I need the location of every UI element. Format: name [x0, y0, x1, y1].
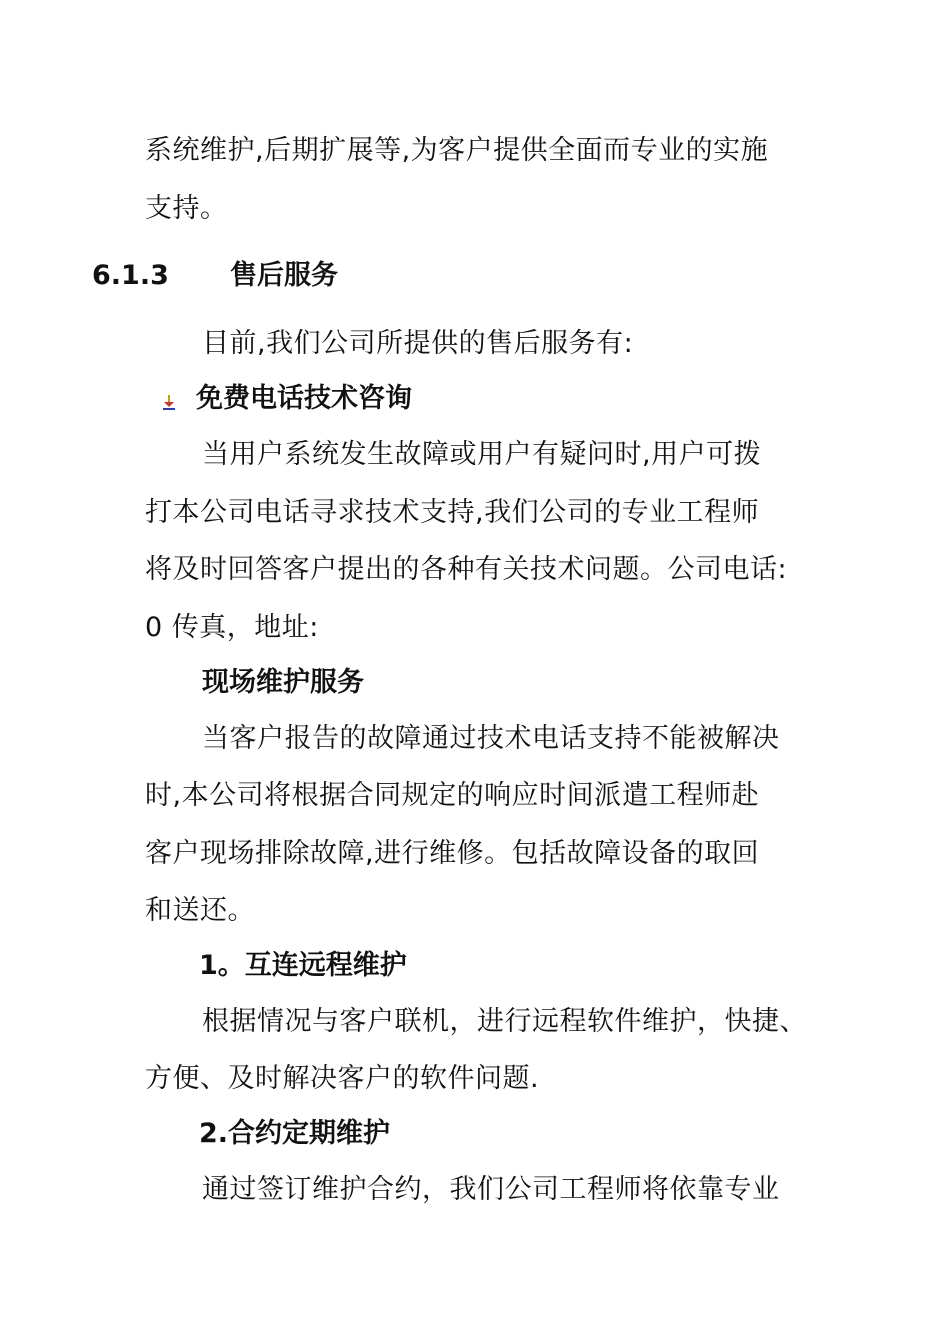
arrow-bullet-icon	[162, 394, 176, 410]
item-1-line-4: 0 传真，地址:	[145, 612, 319, 643]
item-3-line-2: 方便、及时解决客户的软件问题.	[145, 1063, 540, 1094]
section-title: 售后服务	[230, 260, 338, 291]
intro-line-1: 系统维护,后期扩展等,为客户提供全面而专业的实施	[145, 135, 769, 166]
item-1-line-2: 打本公司电话寻求技术支持,我们公司的专业工程师	[145, 497, 760, 528]
item-2-line-3: 客户现场排除故障,进行维修。包括故障设备的取回	[145, 838, 760, 869]
section-number: 6.1.3	[92, 260, 169, 291]
item-3-title: 1。互连远程维护	[199, 950, 407, 981]
item-4-line-1: 通过签订维护合约，我们公司工程师将依靠专业	[202, 1174, 780, 1205]
item-2-title: 现场维护服务	[202, 667, 364, 698]
item-2-line-2: 时,本公司将根据合同规定的响应时间派遣工程师赴	[145, 780, 760, 811]
intro-line-2: 支持。	[145, 193, 228, 224]
item-1-title: 免费电话技术咨询	[196, 383, 412, 414]
item-1-line-1: 当用户系统发生故障或用户有疑问时,用户可拨	[202, 439, 762, 470]
item-4-title: 2.合约定期维护	[199, 1118, 391, 1149]
lead-line: 目前,我们公司所提供的售后服务有:	[202, 328, 634, 359]
item-2-line-4: 和送还。	[145, 895, 255, 926]
item-3-line-1: 根据情况与客户联机，进行远程软件维护，快捷、	[202, 1006, 807, 1037]
item-1-line-3: 将及时回答客户提出的各种有关技术问题。公司电话:	[145, 554, 788, 585]
item-2-line-1: 当客户报告的故障通过技术电话支持不能被解决	[202, 723, 780, 754]
